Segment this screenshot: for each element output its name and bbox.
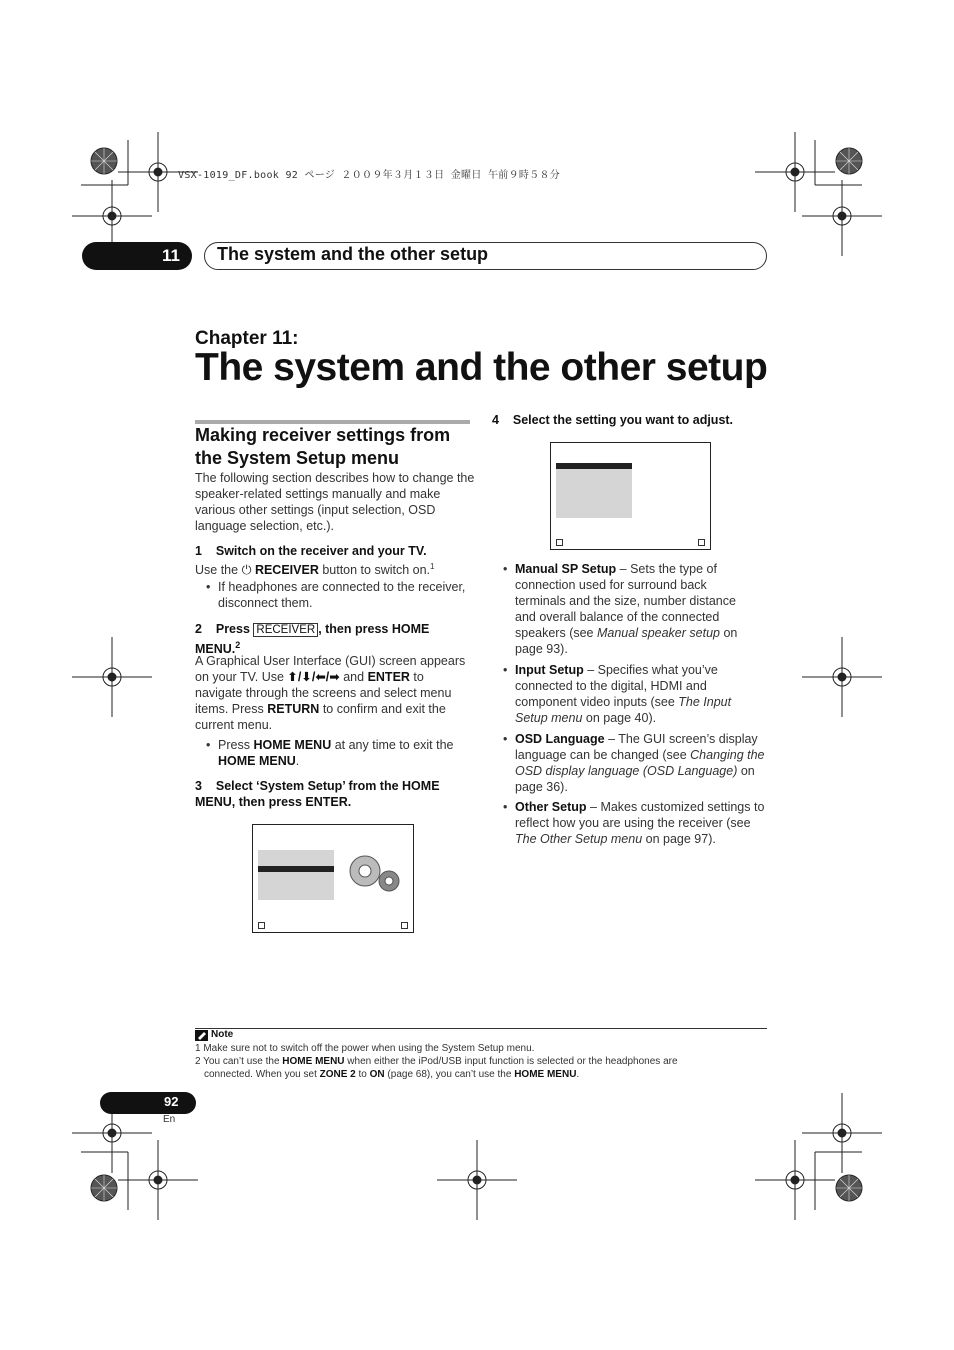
receiver-key: RECEIVER	[253, 623, 318, 637]
note-rule	[195, 1028, 767, 1029]
chapter-number: 11	[162, 246, 180, 265]
step-3-heading: 3 Select ‘System Setup’ from the HOME MENU, then press ENTER.	[195, 779, 440, 809]
screen-corner-icon-left	[258, 922, 265, 929]
menu-highlight-bar	[258, 866, 334, 872]
gears-icon	[341, 849, 407, 897]
step-1-text: Switch on the receiver and your TV.	[215, 544, 427, 558]
step-2-body: A Graphical User Interface (GUI) screen appears on your TV. Use ⬆/⬇/⬅/➡ and ENTER to navigate through the screens and select menu items. Press RETURN to confirm and exit the current menu.	[195, 654, 466, 732]
option-osd-language: • OSD Language – The GUI screen’s display language can be changed (see Changing the OSD display language (OSD Language) on page 36).	[503, 732, 765, 794]
footnote-1: 1 Make sure not to switch off the power when using the System Setup menu.	[195, 1043, 535, 1054]
system-setup-screen	[550, 442, 711, 550]
option-manual-sp-setup: • Manual SP Setup – Sets the type of connection used for surround back terminals and the size, number distance and overall balance of the connected speakers (see Manual speaker setup on page 93).	[503, 562, 738, 656]
step-1-number: 1	[195, 544, 202, 558]
page-title: The system and the other setup	[195, 346, 768, 389]
setup-list-panel	[556, 463, 632, 518]
option-other-setup: • Other Setup – Makes customized settings to reflect how you are using the receiver (see The Other Setup menu on page 97).	[503, 800, 765, 846]
chapter-label: Chapter 11:	[195, 328, 299, 349]
screen-corner-icon-left	[556, 539, 563, 546]
note-label: Note	[211, 1029, 234, 1040]
arrow-keys-icon: ⬆/⬇/⬅/➡	[287, 670, 340, 684]
print-info-line: VSX-1019_DF.book 92 ページ ２００９年３月１３日 金曜日 午前９時５８分	[178, 170, 561, 181]
page-number: 92	[164, 1094, 179, 1109]
screen-corner-icon-right	[401, 922, 408, 929]
page-number-pill	[100, 1092, 196, 1114]
step-2-heading: 2 Press RECEIVER , then press HOME MENU.$^2$	[195, 622, 430, 657]
step-2-bullet: • Press HOME MENU at any time to exit the HOME MENU.	[206, 738, 454, 768]
running-title: The system and the other setup	[217, 244, 489, 264]
menu-list-panel	[258, 850, 334, 900]
chapter-number-pill	[82, 242, 192, 270]
setup-highlight-bar	[556, 463, 632, 469]
option-input-setup: • Input Setup – Specifies what you’ve connected to the digital, HDMI and component video inputs (see The Input Setup menu on page 40).	[503, 663, 732, 725]
footnote-2: 2 You can’t use the HOME MENU when either the iPod/USB input function is selected or the headphones are	[195, 1056, 678, 1067]
section-heading: Making receiver settings from the System Setup menu	[195, 425, 451, 468]
power-icon: ⏻	[241, 563, 252, 578]
step-1-bullet: • If headphones are connected to the receiver, disconnect them.	[206, 580, 466, 610]
note-icon	[195, 1030, 208, 1041]
step-1-body: Use the ⏻ RECEIVER button to switch on.$^1$	[195, 562, 435, 578]
home-menu-screen	[252, 824, 414, 933]
screen-corner-icon-right	[698, 539, 705, 546]
footnote-2-cont: connected. When you set ZONE 2 to ON (page 68), you can’t use the HOME MENU.	[204, 1069, 580, 1080]
step-4-heading: 4 Select the setting you want to adjust.	[492, 413, 734, 427]
intro-paragraph: The following section describes how to change the speaker-related settings manually and make various other settings (input selection, OSD language selection, etc.).	[195, 471, 475, 533]
page-language: En	[163, 1114, 176, 1125]
step-1-heading	[195, 543, 475, 559]
